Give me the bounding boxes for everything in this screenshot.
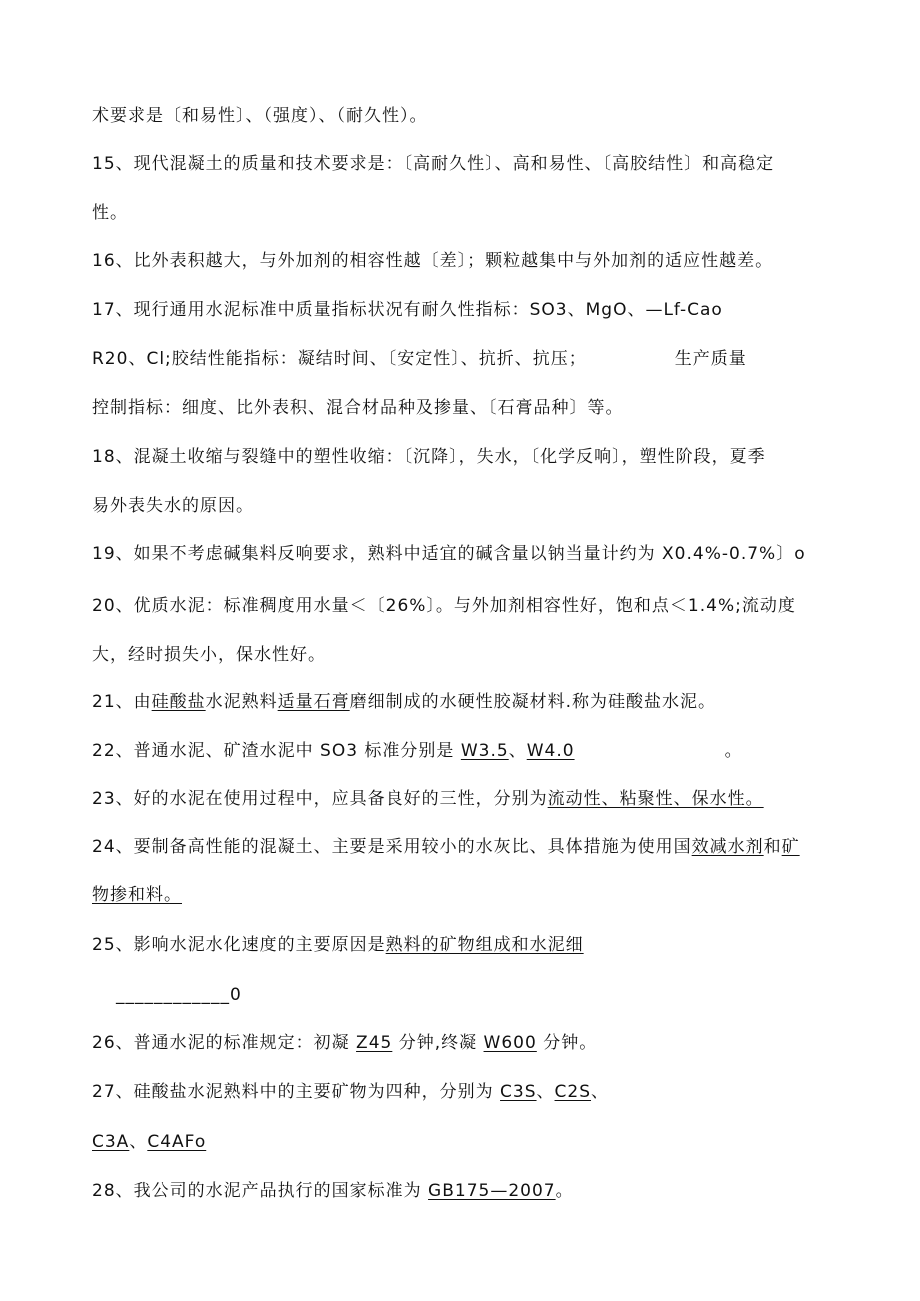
- text-segment: 。: [724, 741, 743, 761]
- question-20: 20、优质水泥：标准稠度用水量＜〔26%〕。与外加剂相容性好，饱和点＜1.4%;流动度: [92, 596, 796, 616]
- text-segment: 23、好的水泥在使用过程中，应具备良好的三性，分别为: [92, 789, 548, 809]
- text-segment: 、: [508, 741, 527, 761]
- text-segment: 25、影响水泥水化速度的主要原因是: [92, 935, 386, 955]
- answer-blank: C3A: [92, 1132, 130, 1152]
- answer-blank: C2S: [554, 1082, 592, 1102]
- answer-blank: Z45: [356, 1033, 393, 1053]
- text-line: [92, 883, 182, 907]
- text-segment: 22、普通水泥、矿渣水泥中 SO3 标准分别是: [92, 741, 461, 761]
- text-line: 易外表失水的原因。: [92, 496, 254, 516]
- text-line: 性。: [92, 203, 128, 223]
- answer-blank: 效减水剂: [691, 837, 764, 857]
- text-line: 术要求是〔和易性〕、（强度）、（耐久性）。: [92, 106, 428, 126]
- text-segment: 生产质量: [674, 349, 747, 369]
- text-segment: 、: [591, 1082, 610, 1102]
- answer-blank: 流动性、粘聚性、保水性。: [547, 789, 764, 809]
- question-19: 19、如果不考虑碱集料反响要求，熟料中适宜的碱含量以钠当量计约为 X0.4%-0.7%〕o: [92, 544, 806, 564]
- text-segment: 27、硅酸盐水泥熟料中的主要矿物为四种，分别为: [92, 1082, 501, 1102]
- question-18: 18、混凝土收缩与裂缝中的塑性收缩：〔沉降〕，失水，〔化学反响〕，塑性阶段，夏季: [92, 447, 766, 467]
- text-segment: 。: [555, 1181, 574, 1201]
- text-line: [92, 1130, 206, 1154]
- question-26: [92, 1031, 597, 1055]
- answer-blank: 熟料的矿物组成和水泥细: [385, 935, 584, 955]
- text-line: [92, 347, 747, 371]
- text-segment: 和: [763, 837, 782, 857]
- answer-blank: 适量石膏: [277, 692, 350, 712]
- text-segment: 分钟,终凝: [392, 1033, 484, 1053]
- question-16: 16、比外表积越大，与外加剂的相容性越〔差〕；颗粒越集中与外加剂的适应性越差。: [92, 251, 774, 271]
- text-segment: 24、要制备高性能的混凝土、主要是采用较小的水灰比、具体措施为使用国: [92, 837, 692, 857]
- text-segment: 21、由: [92, 692, 152, 712]
- text-segment: 28、我公司的水泥产品执行的国家标准为: [92, 1181, 429, 1201]
- answer-blank: C3S: [500, 1082, 537, 1102]
- question-28: [92, 1179, 574, 1203]
- answer-blank: ____________: [116, 985, 230, 1005]
- answer-blank: GB175—2007: [428, 1181, 556, 1201]
- question-17: 17、现行通用水泥标准中质量指标状况有耐久性指标：SO3、MgO、—Lf-Cao: [92, 300, 723, 320]
- text-segment: 、: [536, 1082, 555, 1102]
- text-segment: 0: [230, 985, 242, 1005]
- question-15: 15、现代混凝土的质量和技术要求是：〔高耐久性〕、高和易性、〔高胶结性〕和高稳定: [92, 154, 775, 174]
- text-segment: 26、普通水泥的标准规定：初凝: [92, 1033, 357, 1053]
- text-segment: 分钟。: [536, 1033, 598, 1053]
- question-22: [92, 739, 743, 763]
- text-line: [116, 983, 242, 1007]
- question-25: [92, 933, 584, 957]
- question-21: [92, 690, 716, 714]
- question-23: [92, 787, 764, 811]
- answer-blank: W3.5: [460, 741, 509, 761]
- question-27: [92, 1080, 609, 1104]
- answer-blank: 硅酸盐: [151, 692, 206, 712]
- text-segment: 水泥熟料: [205, 692, 278, 712]
- question-24: [92, 835, 800, 859]
- text-segment: 、: [129, 1132, 148, 1152]
- answer-blank: W600: [483, 1033, 537, 1053]
- answer-blank: C4AFo: [147, 1132, 207, 1152]
- text-segment: R20、Cl;胶结性能指标：凝结时间、〔安定性〕、抗折、抗压；: [92, 349, 587, 369]
- answer-blank: 物掺和料。: [92, 885, 182, 905]
- text-line: 控制指标：细度、比外表积、混合材品种及掺量、〔石膏品种〕等。: [92, 398, 624, 418]
- answer-blank: W4.0: [526, 741, 575, 761]
- text-line: 大，经时损失小，保水性好。: [92, 645, 326, 665]
- answer-blank: 矿: [781, 837, 800, 857]
- text-segment: 磨细制成的水硬性胶凝材料.称为硅酸盐水泥。: [349, 692, 717, 712]
